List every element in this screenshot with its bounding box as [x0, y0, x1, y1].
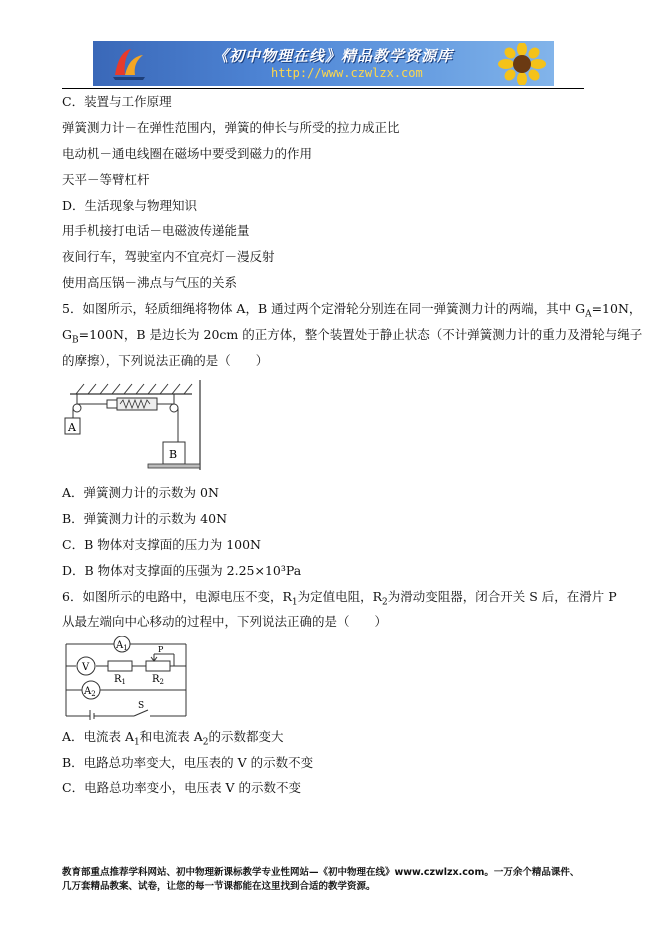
- q6-ammeter-a1-label: $A_1$: [116, 640, 128, 652]
- option-c-item-3: 天平－等臂杠杆: [62, 172, 150, 187]
- q6-ammeter-a2-label: $A_2$: [84, 686, 96, 698]
- header-banner: [93, 41, 554, 86]
- q6-option-c: C．电路总功率变小，电压表 V 的示数不变: [62, 780, 302, 795]
- q5-block-b-label: B: [169, 448, 178, 461]
- q5-stem-line-1: 5．如图所示，轻质细绳将物体 A，B 通过两个定滑轮分别连在同一弹簧测力计的两端，其中 $G_A=10N$，: [62, 301, 642, 320]
- q5-block-a-label: A: [68, 421, 76, 434]
- q5-option-c: C．B 物体对支撑面的压力为 100N: [62, 537, 261, 552]
- option-d-item-1: 用手机接打电话－电磁波传递能量: [62, 223, 250, 238]
- q5-stem-line-2: $G_B=100N$，B 是边长为 20cm 的正方体，整个装置处于静止状态（不计弹簧测力计的重力及滑轮与绳子: [62, 327, 643, 346]
- header-rule: [62, 88, 584, 89]
- site-logo-icon: [109, 45, 149, 83]
- footer-line-2: 几万套精品教案、试卷，让您的每一节课都能在这里找到合适的教学资源。: [62, 881, 376, 892]
- option-c-item-2: 电动机－通电线圈在磁场中要受到磁力的作用: [62, 146, 313, 161]
- option-d-title: D．生活现象与物理知识: [62, 198, 198, 213]
- q6-slider-label: P: [158, 645, 164, 654]
- q5-option-a: A．弹簧测力计的示数为 0N: [62, 485, 219, 500]
- q5-stem-line-3: 的摩擦），下列说法正确的是（ ）: [62, 353, 269, 368]
- q6-switch-label: S: [138, 701, 145, 711]
- q6-circuit-figure: [62, 636, 192, 720]
- q6-r2-label: $R_2$: [152, 674, 164, 686]
- q6-r1-label: $R_1$: [114, 674, 126, 686]
- q6-stem-line-2: 从最左端向中心移动的过程中，下列说法正确的是（ ）: [62, 614, 388, 629]
- footer-line-1: 教育部重点推荐学科网站、初中物理新课标教学专业性网站—《初中物理在线》www.czwlzx.com。一万余个精品课件、: [62, 867, 580, 878]
- sunflower-icon: [496, 43, 548, 85]
- option-c-item-1: 弹簧测力计－在弹性范围内，弹簧的伸长与所受的拉力成正比: [62, 120, 400, 135]
- option-d-item-3: 使用高压锅－沸点与气压的关系: [62, 275, 238, 290]
- q5-option-b: B．弹簧测力计的示数为 40N: [62, 511, 228, 526]
- q6-option-b: B．电路总功率变大，电压表的 V 的示数不变: [62, 755, 314, 770]
- option-c-title: C．装置与工作原理: [62, 94, 172, 109]
- q5-pulley-figure: [62, 378, 207, 471]
- q6-voltmeter-label: V: [82, 662, 90, 673]
- q6-stem-line-1: 6．如图所示的电路中，电源电压不变，$R_1$为定值电阻，$R_2$为滑动变阻器，闭合开关 S 后，在滑片 P: [62, 589, 617, 608]
- banner-url[interactable]: http://www.czwlzx.com: [271, 66, 423, 80]
- option-d-item-2: 夜间行车，驾驶室内不宜亮灯－漫反射: [62, 249, 275, 264]
- banner-title: 《初中物理在线》精品教学资源库: [213, 47, 454, 65]
- q5-option-d: D．B 物体对支撑面的压强为 2.25×10³Pa: [62, 563, 302, 578]
- q6-option-a: A．电流表 $A_1$和电流表 $A_2$的示数都变大: [62, 729, 284, 748]
